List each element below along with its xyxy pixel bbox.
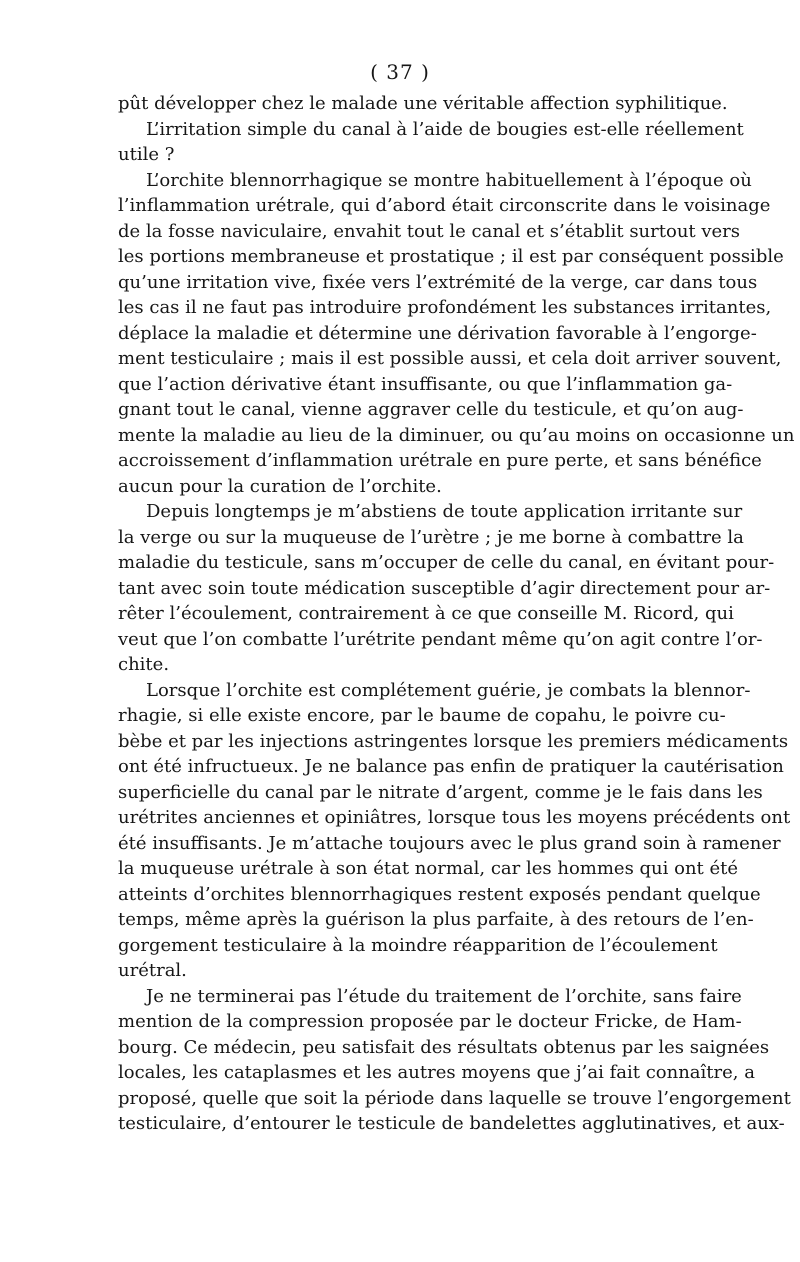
text-line: bèbe et par les injections astringentes lorsque les premiers médicaments bbox=[118, 730, 789, 752]
text-line: chite. bbox=[118, 654, 170, 675]
text-line: déplace la maladie et détermine une dérivation favorable à l’engorge- bbox=[118, 322, 757, 344]
text-line: urétral. bbox=[118, 960, 187, 981]
text-line: mention de la compression proposée par le docteur Fricke, de Ham- bbox=[118, 1011, 742, 1032]
text-line: veut que l’on combatte l’urétrite pendant même qu’on agit contre l’or- bbox=[118, 628, 763, 650]
text-line: proposé, quelle que soit la période dans laquelle se trouve l’engorgement bbox=[118, 1087, 791, 1109]
paragraph-3 bbox=[118, 168, 795, 500]
paragraph-2 bbox=[118, 117, 744, 168]
text-line: qu’une irritation vive, fixée vers l’extrémité de la verge, car dans tous bbox=[118, 271, 758, 293]
text-line: L’orchite blennorrhagique se montre habituellement à l’époque où bbox=[146, 169, 752, 191]
text-line: L’irritation simple du canal à l’aide de bougies est-elle réellement bbox=[146, 118, 744, 140]
text-line: aucun pour la curation de l’orchite. bbox=[118, 475, 442, 497]
text-line: ment testiculaire ; mais il est possible aussi, et cela doit arriver souvent, bbox=[118, 348, 782, 369]
body-text bbox=[118, 91, 795, 1137]
text-line: gnant tout le canal, vienne aggraver celle du testicule, et qu’on aug- bbox=[118, 399, 744, 420]
paragraph-6 bbox=[118, 984, 791, 1137]
text-line: Lorsque l’orchite est complétement guérie, je combats la blennor- bbox=[146, 679, 751, 701]
text-line: Je ne terminerai pas l’étude du traitement de l’orchite, sans faire bbox=[146, 985, 742, 1007]
paragraph-5 bbox=[118, 678, 791, 984]
text-line: tant avec soin toute médication susceptible d’agir directement pour ar- bbox=[118, 577, 771, 599]
text-line: la muqueuse urétrale à son état normal, car les hommes qui ont été bbox=[118, 858, 739, 879]
page-number: ( 37 ) bbox=[370, 60, 430, 84]
text-line: les portions membraneuse et prostatique ; il est par conséquent possible bbox=[118, 246, 784, 267]
paragraph-4 bbox=[118, 499, 775, 678]
paragraph-1 bbox=[118, 91, 728, 117]
text-line: la verge ou sur la muqueuse de l’urètre ; je me borne à combattre la bbox=[118, 526, 744, 548]
text-line: maladie du testicule, sans m’occuper de celle du canal, en évitant pour- bbox=[118, 552, 775, 573]
text-line: pût développer chez le malade une véritable affection syphilitique. bbox=[118, 93, 728, 114]
text-line: locales, les cataplasmes et les autres moyens que j’ai fait connaître, a bbox=[118, 1062, 755, 1083]
text-line: été insuffisants. Je m’attache toujours avec le plus grand soin à ramener bbox=[118, 832, 781, 854]
text-line: superficielle du canal par le nitrate d’argent, comme je le fais dans les bbox=[118, 781, 763, 803]
text-line: rhagie, si elle existe encore, par le baume de copahu, le poivre cu- bbox=[118, 705, 726, 726]
text-line: testiculaire, d’entourer le testicule de bandelettes agglutinatives, et aux- bbox=[118, 1113, 785, 1134]
text-line: rêter l’écoulement, contrairement à ce que conseille M. Ricord, qui bbox=[118, 603, 734, 624]
text-line: atteints d’orchites blennorrhagiques restent exposés pendant quelque bbox=[118, 883, 761, 905]
text-line: Depuis longtemps je m’abstiens de toute application irritante sur bbox=[146, 501, 743, 522]
text-line: l’inflammation urétrale, qui d’abord était circonscrite dans le voisinage bbox=[118, 195, 771, 216]
text-line: utile ? bbox=[118, 144, 175, 165]
text-line: bourg. Ce médecin, peu satisfait des résultats obtenus par les saignées bbox=[118, 1036, 770, 1058]
text-line: mente la maladie au lieu de la diminuer, ou qu’au moins on occasionne un bbox=[118, 424, 795, 446]
text-line: les cas il ne faut pas introduire profondément les substances irritantes, bbox=[118, 297, 772, 318]
text-line: ont été infructueux. Je ne balance pas enfin de pratiquer la cautérisation bbox=[118, 756, 784, 777]
text-line: urétrites anciennes et opiniâtres, lorsque tous les moyens précédents ont bbox=[118, 807, 791, 828]
text-line: que l’action dérivative étant insuffisante, ou que l’inflammation ga- bbox=[118, 373, 733, 395]
text-line: gorgement testiculaire à la moindre réapparition de l’écoulement bbox=[118, 934, 718, 956]
text-line: temps, même après la guérison la plus parfaite, à des retours de l’en- bbox=[118, 909, 754, 930]
text-line: de la fosse naviculaire, envahit tout le canal et s’établit surtout vers bbox=[118, 220, 741, 242]
text-line: accroissement d’inflammation urétrale en pure perte, et sans bénéfice bbox=[118, 450, 762, 471]
